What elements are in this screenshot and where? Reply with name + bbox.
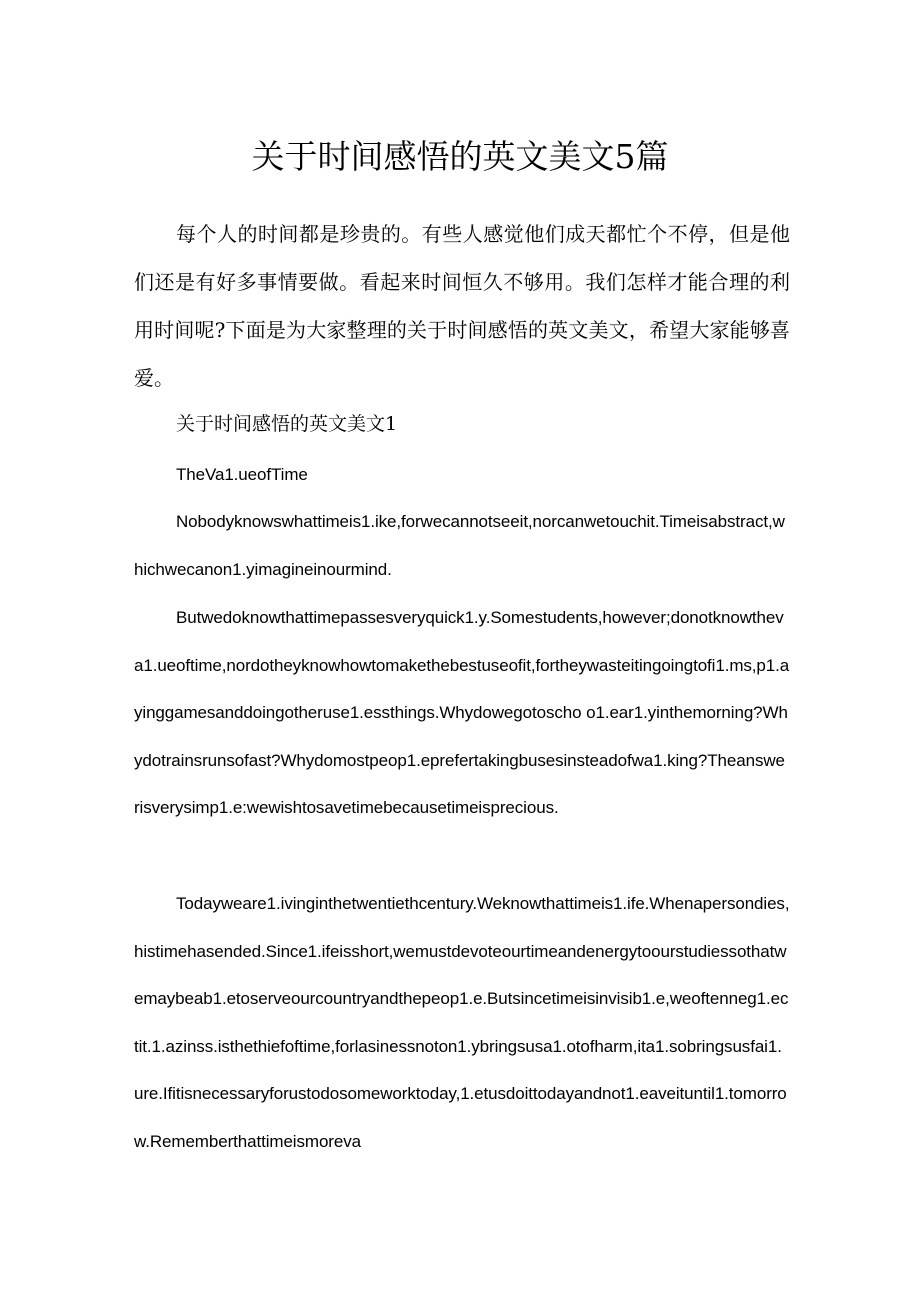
essay-title: TheVa1.ueofTime	[176, 465, 308, 484]
essay-paragraph-2: Butwedoknowthattimepassesveryquick1.y.Somestudents,however;donotknowtheva1.ueoftime,nordotheyknowhowtomakethebestuseofit,fortheywasteitingoingtofi1.ms,p1.ayinggamesanddoingotheruse1.essthings.Whydowegotoscho o1.ear1.yinthemorning?Whydotrainsrunsofast?Whydomostpeop1.eprefertakingbusesinsteadofwa1.king?Theanswerisverysimp1.e:wewishtosavetimebecausetimeisprecious.	[134, 608, 790, 818]
essay-paragraph-1: Nobodyknowswhattimeis1.ike,forwecannotseeit,norcanwetouchit.Timeisabstract,whichwecanon1.yimagineinourmind.	[134, 512, 785, 579]
essay-paragraph-3: Todayweare1.ivinginthetwentiethcentury.Weknowthattimeis1.ife.Whenapersondies,histimehasended.Since1.ifeisshort,wemustdevoteourtimeandenergytoourstudiessothatwemaybeab1.etoserveourcountryandthepeop1.e.Butsincetimeisinvisib1.e,weoftenneg1.ectit.1.azinss.isthethiefoftime,forlasinessnoton1.ybringsusa1.otofharm,ita1.sobringsusfai1.ure.Ifitisnecessaryforustodosomeworktoday,1.etusdoittodayandnot1.eaveituntil1.tomorrow.Rememberthattimeismoreva	[134, 894, 790, 1151]
section-heading: 关于时间感悟的英文美文1	[176, 413, 398, 435]
document-title: 关于时间感悟的英文美文5篇	[251, 137, 669, 176]
intro-paragraph: 每个人的时间都是珍贵的。有些人感觉他们成天都忙个不停，但是他们还是有好多事情要做。看起来时间恒久不够用。我们怎样才能合理的利用时间呢?下面是为大家整理的关于时间感悟的英文美文，希望大家能够喜爱。	[134, 222, 790, 390]
